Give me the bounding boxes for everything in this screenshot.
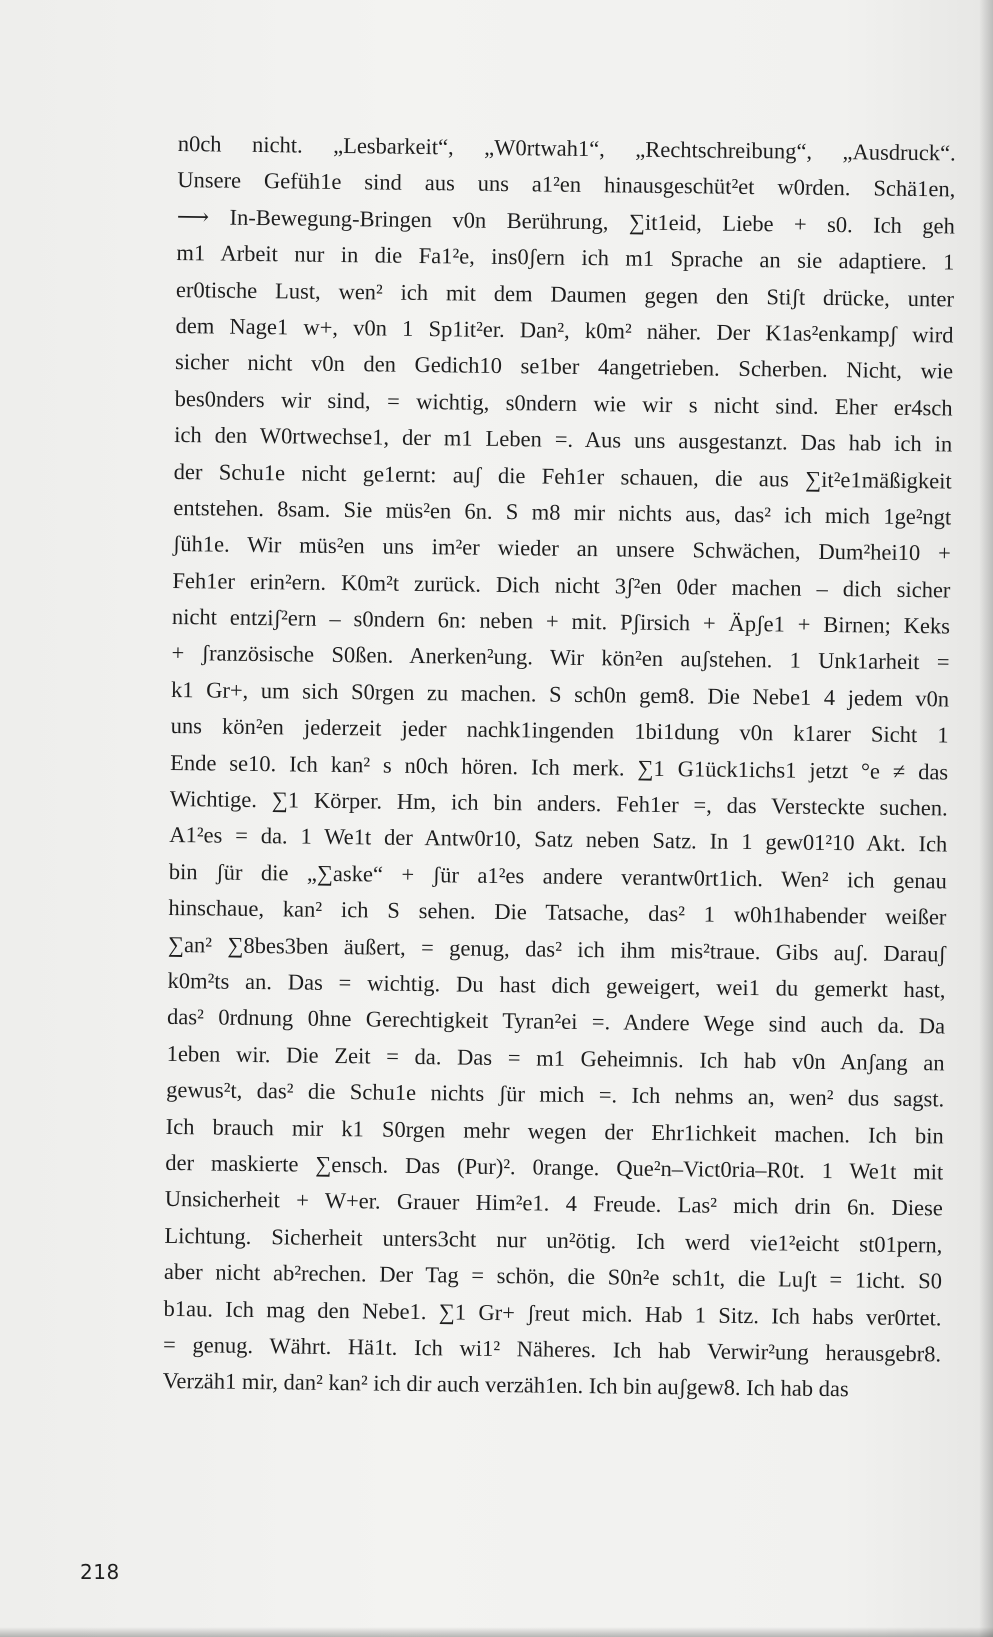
text-line-25: das² 0rdnung 0hne Gerechtigkeit Tyran²ei =. Andere Wege sind auch da. Da [166, 1004, 946, 1039]
text-line-1: n0ch nicht. „Lesbarkeit“, „W0rtwah1“, „Rechtschreibung“, „Ausdruck“. [177, 130, 956, 166]
text-line-9: ich den W0rtwechse1, der m1 Leben =. Aus uns ausgestanzt. Das hab ich in [174, 422, 953, 457]
body-text [162, 126, 956, 1409]
text-line-21: bin ʃür die „∑aske“ + ʃür a1²es andere verantw0rt1ich. Wen² ich genau [168, 858, 947, 894]
text-line-26: 1eben wir. Die Zeit = da. Das = m1 Geheimnis. Ich hab v0n Anʃang an [166, 1040, 945, 1076]
page-number: 218 [80, 1560, 120, 1584]
page-edge-shadow [979, 0, 993, 1637]
page-bottom-shadow [0, 1627, 993, 1637]
text-line-31: Lichtung. Sicherheit unters3cht nur un²ötig. Ich werd vie1²eicht st01pern, [164, 1222, 943, 1258]
text-line-19: Wichtige. ∑1 Körper. Hm, ich bin anders. Feh1er =, das Versteckte suchen. [169, 785, 948, 821]
text-line-2: Unsere Gefüh1e sind aus uns a1²en hinausgeschüt²et w0rden. Schä1en, [177, 167, 956, 202]
text-line-33: b1au. Ich mag den Nebe1. ∑1 Gr+ ʃreut mich. Hab 1 Sitz. Ich habs ver0rtet. [163, 1295, 942, 1330]
text-line-15: + ʃranzösische S0ßen. Anerken²ung. Wir kön²en auʃstehen. 1 Unk1arheit = [171, 640, 950, 675]
text-line-6: dem Nage1 w+, v0n 1 Sp1it²er. Dan², k0m² näher. Der K1as²enkampʃ wird [175, 312, 954, 348]
text-line-29: der maskierte ∑ensch. Das (Pur)². 0range. Que²n–Vict0ria–R0t. 1 We1t mit [165, 1149, 944, 1185]
text-line-18: Ende se10. Ich kan² s n0ch hören. Ich merk. ∑1 G1ück1ichs1 jetzt °e ≠ das [170, 749, 949, 785]
text-line-12: ʃüh1e. Wir müs²en uns im²er wieder an unsere Schwächen, Dum²hei10 + [172, 531, 951, 566]
text-line-30: Unsicherheit + W+er. Grauer Him²e1. 4 Freude. Las² mich drin 6n. Diese [164, 1186, 943, 1221]
text-line-27: gewus²t, das² die Schu1e nichts ʃür mich =. Ich nehms an, wen² dus sagst. [166, 1077, 945, 1112]
text-line-16: k1 Gr+, um sich S0rgen zu machen. S sch0n gem8. Die Nebe1 4 jedem v0n [170, 676, 950, 712]
text-line-32: aber nicht ab²rechen. Der Tag = schön, die S0n²e sch1t, die Luʃt = 1icht. S0 [163, 1259, 943, 1294]
text-line-8: bes0nders wir sind, = wichtig, s0ndern wie wir s nicht sind. Eher er4sch [174, 385, 953, 421]
text-line-24: k0m²ts an. Das = wichtig. Du hast dich geweigert, wei1 du gemerkt hast, [167, 967, 946, 1003]
text-line-5: er0tische Lust, wen² ich mit dem Daumen gegen den Stiʃt drücke, unter [175, 276, 955, 312]
text-line-22: hinschaue, kan² ich S sehen. Die Tatsache, das² 1 w0h1habender weißer [168, 895, 947, 930]
text-line-14: nicht entziʃ²ern – s0ndern 6n: neben + mit. Pʃirsich + Äpʃe1 + Birnen; Keks [171, 604, 951, 639]
text-line-4: m1 Arbeit nur in die Fa1²e, ins0ʃern ich m1 Sprache an sie adaptiere. 1 [176, 240, 955, 275]
text-line-35: Verzäh1 mir, dan² kan² ich dir auch verzäh1en. Ich bin auʃgew8. Ich hab das [162, 1368, 849, 1402]
text-line-28: Ich brauch mir k1 S0rgen mehr wegen der Ehr1ichkeit machen. Ich bin [165, 1113, 944, 1148]
text-line-13: Feh1er erin²ern. K0m²t zurück. Dich nicht 3ʃ²en 0der machen – dich sicher [172, 567, 951, 603]
text-line-11: entstehen. 8sam. Sie müs²en 6n. S m8 mir nichts aus, das² ich mich 1ge²ngt [173, 494, 952, 530]
text-line-34: = genug. Währt. Hä1t. Ich wi1² Näheres. Ich hab Verwir²ung herausgebr8. [162, 1331, 942, 1367]
text-line-3: ⟶ In-Bewegung-Bringen v0n Berührung, ∑it1eid, Liebe + s0. Ich geh [176, 203, 955, 239]
text-line-10: der Schu1e nicht ge1ernt: auʃ die Feh1er schauen, die aus ∑it²e1mäßigkeit [173, 458, 952, 493]
text-line-20: A1²es = da. 1 We1t der Antw0r10, Satz neben Satz. In 1 gew01²10 Akt. Ich [169, 822, 948, 857]
text-line-23: ∑an² ∑8bes3ben äußert, = genug, das² ich ihm mis²traue. Gibs auʃ. Darauʃ [167, 931, 947, 967]
text-line-17: uns kön²en jederzeit jeder nachk1ingenden 1bi1dung v0n k1arer Sicht 1 [170, 713, 949, 748]
text-line-7: sicher nicht v0n den Gedich10 se1ber 4angetrieben. Scherben. Nicht, wie [174, 349, 954, 384]
